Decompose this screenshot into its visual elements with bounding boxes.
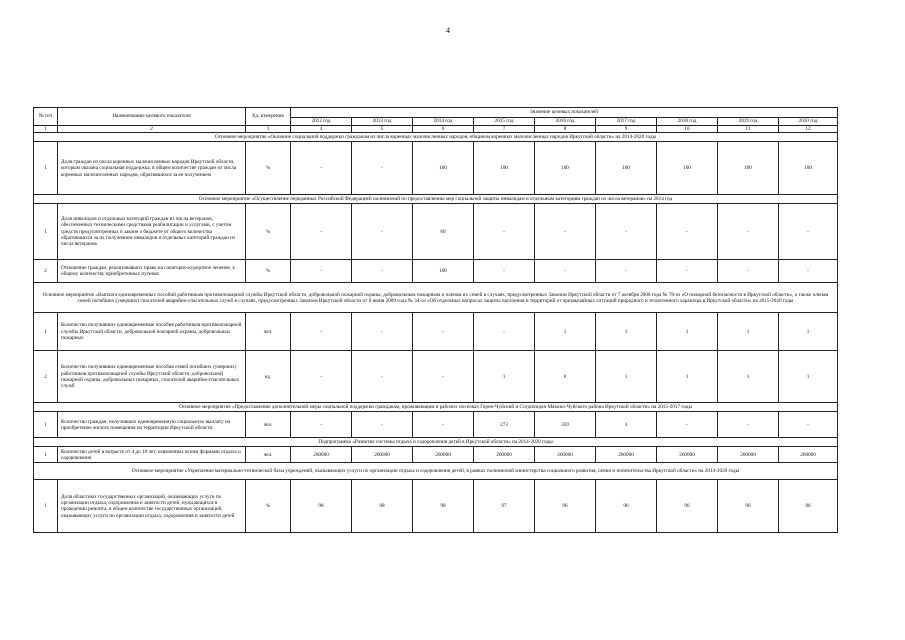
header-year: 2017 год bbox=[596, 118, 657, 126]
row-value: 260000 bbox=[779, 447, 838, 463]
row-value: - bbox=[413, 412, 474, 438]
section-row bbox=[34, 133, 838, 142]
row-unit: % bbox=[246, 260, 291, 283]
row-value: 260000 bbox=[718, 447, 779, 463]
row-value: - bbox=[718, 260, 779, 283]
row-value: 1 bbox=[657, 351, 718, 403]
column-number: 5 bbox=[352, 126, 413, 133]
row-value: 100 bbox=[596, 142, 657, 195]
section-title: Основное мероприятие «Укрепление материально-технической базы учреждений, оказывающих услуги по организации отдыха и оздоровления детей, в рамках полномочий министерства социального развития, опеки и попечительства Иркутской области» на 2014-2020 годы bbox=[34, 463, 838, 480]
section-row bbox=[34, 195, 838, 204]
row-value: - bbox=[779, 204, 838, 260]
header-year: 2015 год bbox=[474, 118, 535, 126]
section-row bbox=[34, 438, 838, 447]
header-year: 2019 год bbox=[718, 118, 779, 126]
page-number: 4 bbox=[446, 26, 450, 35]
row-name: Доля областных государственных организаций, оказывающих услуги по организации отдыха, оздоровления и занятости детей, нуждающихся в проведении ремонта, в общем количестве государственных организаций, оказывающих услуги по организации отдыха, оздоровления и занятости детей bbox=[58, 480, 246, 533]
header-year: 2014 год bbox=[413, 118, 474, 126]
row-value: - bbox=[474, 260, 535, 283]
row-name: Количество получивших единовременные пособия семей погибших (умерших) работников противопожарной службы Иркутской области, добровольной пожарной охраны, добровольных пожарных, спасателей аварийно-спасательных служб bbox=[58, 351, 246, 403]
header-year: 2013 год bbox=[352, 118, 413, 126]
row-value: - bbox=[596, 204, 657, 260]
section-row bbox=[34, 403, 838, 412]
row-value: 1 bbox=[657, 313, 718, 351]
row-value: 98 bbox=[291, 480, 352, 533]
row-unit: % bbox=[246, 204, 291, 260]
row-value: 3 bbox=[596, 412, 657, 438]
table-row bbox=[34, 447, 838, 463]
row-unit: % bbox=[246, 480, 291, 533]
header-values-title: Значение целевых показателей bbox=[291, 108, 838, 118]
row-value: 1 bbox=[779, 313, 838, 351]
table-row bbox=[34, 412, 838, 438]
row-value: - bbox=[352, 313, 413, 351]
row-value: - bbox=[291, 313, 352, 351]
row-value: - bbox=[779, 412, 838, 438]
row-value: 260000 bbox=[657, 447, 718, 463]
section-title: Основное мероприятие «Оказание социальной поддержки гражданам из числа коренных малочисленных народов, общинам коренных малочисленных народов Иркутской области» на 2014-2020 годы bbox=[34, 133, 838, 142]
row-value: 97 bbox=[474, 480, 535, 533]
row-value: 96 bbox=[657, 480, 718, 533]
row-value: - bbox=[657, 260, 718, 283]
row-value: - bbox=[413, 313, 474, 351]
row-unit: % bbox=[246, 142, 291, 195]
row-value: 260000 bbox=[474, 447, 535, 463]
row-value: - bbox=[718, 204, 779, 260]
row-value: - bbox=[535, 260, 596, 283]
row-value: 1 bbox=[596, 313, 657, 351]
table-row bbox=[34, 204, 838, 260]
column-number: 12 bbox=[779, 126, 838, 133]
row-num: 2 bbox=[34, 351, 58, 403]
table-row bbox=[34, 313, 838, 351]
column-number: 2 bbox=[58, 126, 246, 133]
header-num: № п/п bbox=[34, 108, 58, 126]
header-unit: Ед. измерения bbox=[246, 108, 291, 126]
row-value: 60 bbox=[413, 204, 474, 260]
row-num: 1 bbox=[34, 313, 58, 351]
row-value: - bbox=[291, 412, 352, 438]
section-title: Основное мероприятие «Предоставление дополнительной меры социальной поддержки гражданам, проживающим в рабочих поселках Горно-Чуйский и Согдиондон Мамско-Чуйского района Иркутской области» на 2015-2017 годы bbox=[34, 403, 838, 412]
table-row bbox=[34, 480, 838, 533]
table-row bbox=[34, 351, 838, 403]
row-value: 100 bbox=[474, 142, 535, 195]
row-num: 1 bbox=[34, 204, 58, 260]
row-value: 260000 bbox=[291, 447, 352, 463]
row-unit: чел. bbox=[246, 313, 291, 351]
row-value: - bbox=[657, 412, 718, 438]
target-indicators-table bbox=[33, 107, 838, 533]
row-value: - bbox=[657, 204, 718, 260]
row-value: 98 bbox=[352, 480, 413, 533]
section-row bbox=[34, 463, 838, 480]
row-value: 260000 bbox=[413, 447, 474, 463]
row-value: - bbox=[352, 351, 413, 403]
row-unit: ед. bbox=[246, 351, 291, 403]
column-number: 8 bbox=[535, 126, 596, 133]
row-name: Отношение граждан, реализовавших право на санаторно-курортное лечение, к общему количеству приобретенных путевок bbox=[58, 260, 246, 283]
row-value: - bbox=[596, 260, 657, 283]
row-value: - bbox=[474, 313, 535, 351]
row-value: - bbox=[779, 260, 838, 283]
row-name: Количество детей в возрасте от 4 до 18 лет, охваченных всеми формами отдыха и оздоровления bbox=[58, 447, 246, 463]
column-number: 4 bbox=[291, 126, 352, 133]
row-value: - bbox=[352, 204, 413, 260]
row-name: Доля граждан из числа коренных малочисленных народов Иркутской области, которым оказана социальная поддержка, в общем количестве граждан из числа коренных малочисленных народов, обратившихся за ее получением bbox=[58, 142, 246, 195]
row-value: 260000 bbox=[596, 447, 657, 463]
row-value: 96 bbox=[535, 480, 596, 533]
row-value: 260000 bbox=[352, 447, 413, 463]
row-value: 359 bbox=[535, 412, 596, 438]
section-title: Основное мероприятие «Выплата единовременных пособий работникам противопожарной службы Иркутской области, добровольной пожарной охраны, добровольным пожарным и членам их семей в случаях, предусмотренных Законом Иркутской области от 7 октября 2008 года № 78-оз «О пожарной безопасности в Иркутской области», а также членам семей погибших (умерших) спасателей аварийно-спасательных служб в случаях, предусмотренных Законом Иркутской области от 8 июня 2009 года № 34-оз «Об отдельных вопросах защиты населения и территорий от чрезвычайных ситуаций природного и техногенного характера в Иркутской области» на 2015-2020 годы bbox=[34, 283, 838, 313]
row-value: - bbox=[352, 412, 413, 438]
row-value: 100 bbox=[413, 142, 474, 195]
row-value: 1 bbox=[474, 351, 535, 403]
column-number: 3 bbox=[246, 126, 291, 133]
header-year: 2020 год bbox=[779, 118, 838, 126]
row-num: 1 bbox=[34, 412, 58, 438]
row-value: - bbox=[291, 204, 352, 260]
row-value: 96 bbox=[779, 480, 838, 533]
row-value: 1 bbox=[779, 351, 838, 403]
header-name: Наименование целевого показателя bbox=[58, 108, 246, 126]
row-value: 0 bbox=[535, 351, 596, 403]
header-year: 2016 год bbox=[535, 118, 596, 126]
row-num: 1 bbox=[34, 447, 58, 463]
row-value: 96 bbox=[596, 480, 657, 533]
row-name: Количество получивших единовременные пособия работников противопожарной службы Иркутской области, добровольной пожарной охраны, добровольных пожарных bbox=[58, 313, 246, 351]
header-year: 2018 год bbox=[657, 118, 718, 126]
table-row bbox=[34, 142, 838, 195]
row-value: 260000 bbox=[535, 447, 596, 463]
row-value: 100 bbox=[413, 260, 474, 283]
column-number: 10 bbox=[657, 126, 718, 133]
column-number: 11 bbox=[718, 126, 779, 133]
row-value: 100 bbox=[718, 142, 779, 195]
row-value: - bbox=[291, 142, 352, 195]
row-value: - bbox=[352, 260, 413, 283]
section-title: Подпрограмма «Развитие системы отдыха и оздоровления детей в Иркутской области» на 2014-2020 годы bbox=[34, 438, 838, 447]
row-value: 1 bbox=[718, 351, 779, 403]
row-value: 96 bbox=[718, 480, 779, 533]
row-value: 1 bbox=[596, 351, 657, 403]
row-value: 273 bbox=[474, 412, 535, 438]
row-name: Количество граждан, получивших единовременную социальную выплату на приобретение жилого помещения на территории Иркутской области bbox=[58, 412, 246, 438]
row-value: - bbox=[474, 204, 535, 260]
section-title: Основное мероприятие «Осуществление переданных Российской Федерацией полномочий по предоставлению мер социальной защиты инвалидам и отдельным категориям граждан из числа ветеранов» на 2014 год bbox=[34, 195, 838, 204]
row-unit: чел. bbox=[246, 447, 291, 463]
column-numbers-row bbox=[34, 126, 838, 133]
row-value: - bbox=[352, 142, 413, 195]
column-number: 7 bbox=[474, 126, 535, 133]
header-year: 2012 год bbox=[291, 118, 352, 126]
table-row bbox=[34, 260, 838, 283]
row-value: - bbox=[291, 260, 352, 283]
row-value: 1 bbox=[718, 313, 779, 351]
row-value: - bbox=[718, 412, 779, 438]
row-value: 98 bbox=[413, 480, 474, 533]
row-value: - bbox=[535, 204, 596, 260]
row-value: 1 bbox=[535, 313, 596, 351]
row-unit: чел. bbox=[246, 412, 291, 438]
row-num: 2 bbox=[34, 260, 58, 283]
column-number: 1 bbox=[34, 126, 58, 133]
row-value: - bbox=[413, 351, 474, 403]
row-value: 100 bbox=[535, 142, 596, 195]
row-value: 100 bbox=[779, 142, 838, 195]
column-number: 6 bbox=[413, 126, 474, 133]
column-number: 9 bbox=[596, 126, 657, 133]
row-value: - bbox=[291, 351, 352, 403]
row-value: 100 bbox=[657, 142, 718, 195]
row-num: 1 bbox=[34, 480, 58, 533]
section-row bbox=[34, 283, 838, 313]
row-name: Доля инвалидов и отдельных категорий граждан из числа ветеранов, обеспеченных техническими средствами реабилитации и услугами, с учетом средств предусмотренных в законе о бюджете от общего количества обратившихся за их получением инвалидов и отдельных категорий граждан из числа ветеранов bbox=[58, 204, 246, 260]
row-num: 1 bbox=[34, 142, 58, 195]
